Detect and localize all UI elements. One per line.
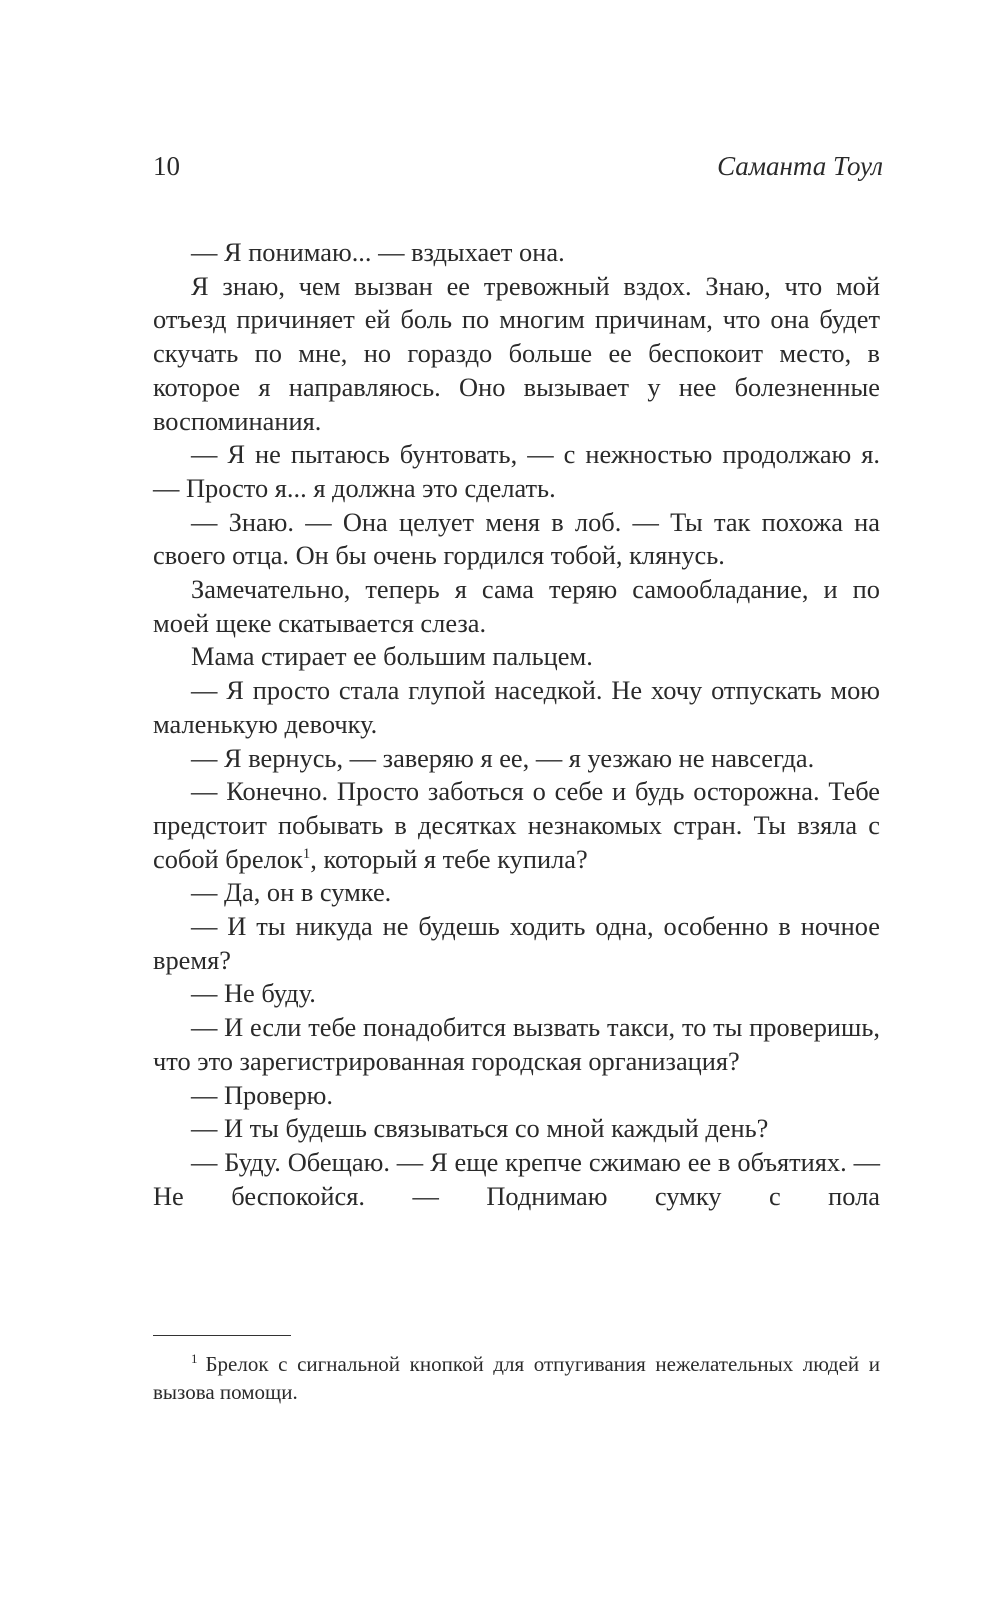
- paragraph-with-footnote: [153, 775, 880, 876]
- paragraph: — Я не пытаюсь бунтовать, — с нежностью продолжаю я. — Просто я... я должна это сделать.: [153, 439, 880, 503]
- paragraph: — Проверю.: [191, 1079, 333, 1110]
- paragraph: — Я вернусь, — заверяю я ее, — я уезжаю не навсегда.: [191, 742, 815, 773]
- footnote-divider: [153, 1335, 291, 1336]
- footnote-text: Брелок с сигнальной кнопкой для отпугивания нежелательных людей и вызова помощи.: [153, 1352, 880, 1404]
- paragraph: Я знаю, чем вызван ее тревожный вздох. Знаю, что мой отъезд причиняет ей боль по многим причинам, что она будет скучать по мне, но гораздо больше ее беспокоит место, в которое я направляюсь. Оно вызывает у нее болезненные воспоминания.: [153, 270, 880, 436]
- paragraph: — Буду. Обещаю. — Я еще крепче сжимаю ее в объятиях. — Не беспокойся. — Поднимаю сумку с пола: [153, 1146, 880, 1211]
- footnote-reference[interactable]: 1: [302, 845, 311, 862]
- paragraph: Замечательно, теперь я сама теряю самообладание, и по моей щеке скатывается слеза.: [153, 574, 880, 638]
- paragraph: — И если тебе понадобится вызвать такси, то ты проверишь, что это зарегистрированная городская организация?: [153, 1012, 880, 1076]
- paragraph: — Знаю. — Она целует меня в лоб. — Ты так похожа на своего отца. Он бы очень гордился тобой, клянусь.: [153, 506, 880, 571]
- paragraph-text-continued: , который я тебе купила?: [310, 843, 588, 874]
- footnote-marker: 1: [191, 1351, 198, 1366]
- paragraph: — Я понимаю... — вздыхает она.: [191, 237, 565, 267]
- paragraph: — Я просто стала глупой наседкой. Не хочу отпускать мою маленькую девочку.: [153, 675, 880, 739]
- footnote: [153, 1350, 880, 1406]
- paragraph: — Не буду.: [191, 978, 316, 1009]
- running-title: Саманта Тоул: [717, 151, 883, 181]
- paragraph: — И ты будешь связываться со мной каждый день?: [191, 1113, 769, 1144]
- page-number: 10: [153, 151, 180, 181]
- footnote-paragraph: [153, 1350, 880, 1406]
- page-header: [153, 146, 883, 186]
- paragraph-text: — Конечно. Просто заботься о себе и будь осторожна. Тебе предстоит побывать в десятках незнакомых стран. Ты взяла с собой брелок: [153, 776, 880, 874]
- paragraph: — И ты никуда не будешь ходить одна, особенно в ночное время?: [153, 911, 880, 975]
- paragraph: — Да, он в сумке.: [191, 877, 392, 908]
- paragraph: Мама стирает ее большим пальцем.: [191, 641, 593, 672]
- body-text: [153, 236, 880, 1213]
